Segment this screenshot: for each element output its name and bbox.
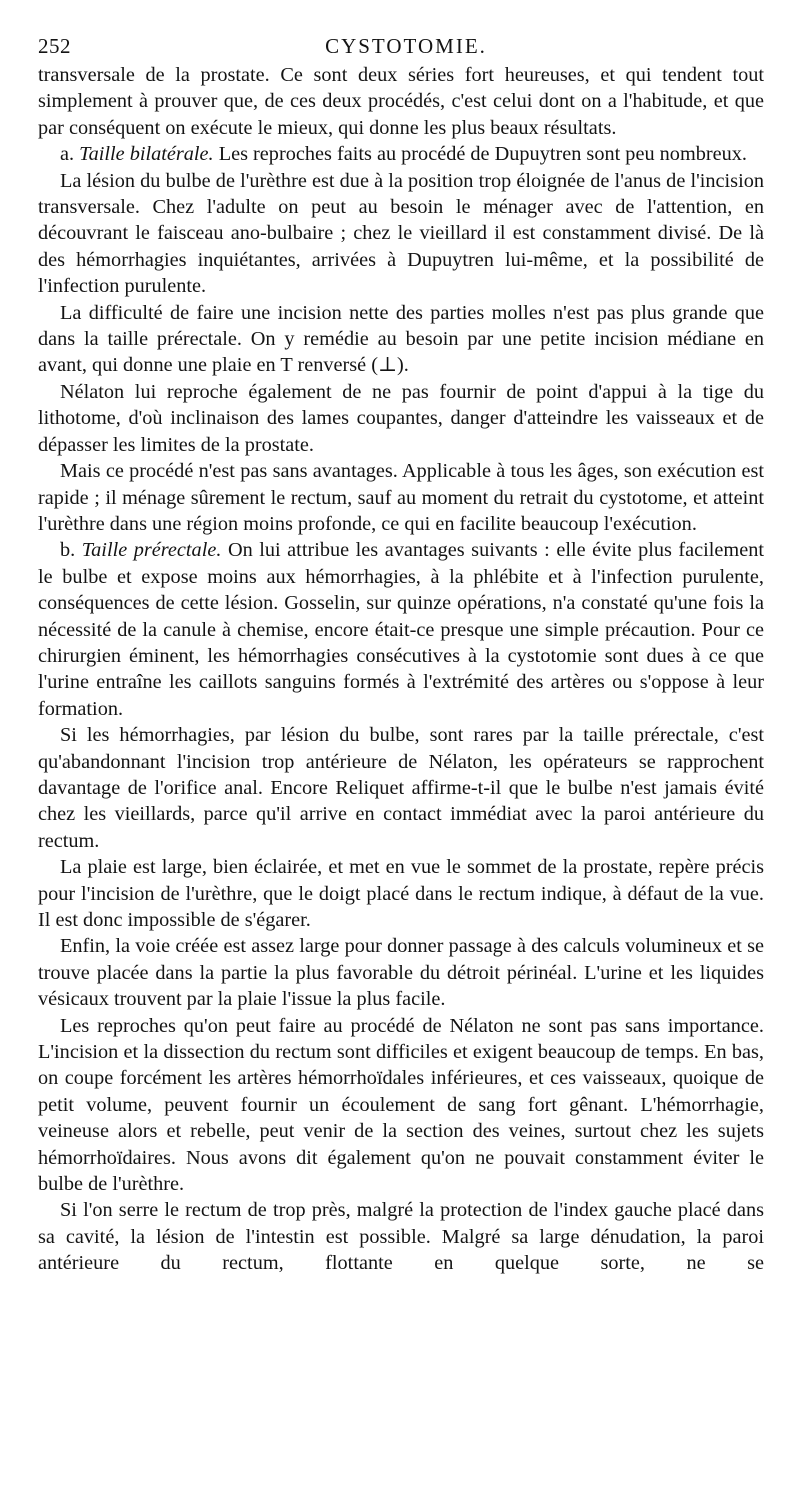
paragraph-taille-prerectale: b. Taille prérectale. On lui attribue les avantages suivants : elle évite plus facilement le bulbe et expose moins aux hémorrhagies, à la phlébite et à l'infection purulente, conséquences de cette lésion. Gosselin, sur quinze opérations, n'a constaté qu'une fois la nécessité de la canule à chemise, encore était-ce presque une simple précaution. Pour ce chirurgien éminent, les hémorrhagies consécutives à la cystotomie sont dues à ce que l'urine entraîne les caillots sanguins formés à l'extrémité des artères ou s'oppose à leur formation. [38, 539, 764, 720]
section-label: a. [60, 143, 75, 166]
section-label: b. [60, 539, 76, 562]
page-header [38, 30, 764, 62]
paragraph-taille-bilaterale: a. Taille bilatérale. Les reproches faits au procédé de Dupuytren sont peu nombreux. [60, 143, 747, 166]
paragraph-final: Si l'on serre le rectum de trop près, malgré la protection de l'index gauche placé dans sa cavité, la lésion de l'intestin est possible. Malgré sa large dénudation, la paroi antérieure du rectum, flottante en quelque sorte, ne se [38, 1199, 764, 1275]
section-title: Taille prérectale. [81, 539, 222, 562]
running-title: CYSTOTOMIE. [325, 34, 487, 58]
body-text [38, 62, 764, 1277]
paragraph: Si les hémorrhagies, par lésion du bulbe, sont rares par la taille prérectale, c'est qu'abandonnant l'incision trop antérieure de Nélaton, les opérateurs se rapprochent davantage de l'orifice anal. Encore Reliquet affirme-t-il que le bulbe n'est jamais évité chez les vieillards, parce qu'il arrive en contact immédiat avec la paroi antérieure du rectum. [38, 724, 764, 852]
page-number: 252 [38, 34, 71, 58]
paragraph-continuation: transversale de la prostate. Ce sont deux séries fort heureuses, et qui tendent tout simplement à prouver que, de ces deux procédés, c'est celui dont on a l'habitude, et que par conséquent on exécute le mieux, qui donne les plus beaux résultats. [38, 64, 764, 139]
book-page [38, 30, 764, 1470]
paragraph: Les reproches qu'on peut faire au procédé de Nélaton ne sont pas sans importance. L'incision et la dissection du rectum sont difficiles et exigent beaucoup de temps. En bas, on coupe forcément les artères hémorrhoïdales inférieures, et ces vaisseaux, quoique de petit volume, peuvent fournir un écoulement de sang fort gênant. L'hémorrhagie, veineuse alors et rebelle, peut venir de la section des veines, surtout chez les sujets hémorrhoïdaires. Nous avons dit également qu'on ne pouvait constamment éviter le bulbe de l'urèthre. [38, 1014, 764, 1196]
paragraph: Enfin, la voie créée est assez large pour donner passage à des calculs volumineux et se trouve placée dans la partie la plus favorable du détroit périnéal. L'urine et les liquides vésicaux trouvent par la plaie l'issue la plus facile. [38, 935, 764, 1011]
paragraph: La plaie est large, bien éclairée, et met en vue le sommet de la prostate, repère précis pour l'incision de l'urèthre, que le doigt placé dans le rectum indique, à défaut de la vue. Il est donc impossible de s'égarer. [38, 856, 764, 931]
paragraph: Mais ce procédé n'est pas sans avantages. Applicable à tous les âges, son exécution est rapide ; il ménage sûrement le rectum, sauf au moment du retrait du cystotome, et atteint l'urèthre dans une région moins profonde, ce qui en facilite beaucoup l'exécution. [38, 460, 764, 535]
paragraph: La difficulté de faire une incision nette des parties molles n'est pas plus grande que dans la taille prérectale. On y remédie au besoin par une petite incision médiane en avant, qui donne une plaie en T renversé (⊥). [38, 301, 764, 377]
paragraph: La lésion du bulbe de l'urèthre est due à la position trop éloignée de l'anus de l'incision transversale. Chez l'adulte on peut au besoin le ménager avec de l'attention, en découvrant le faisceau ano-bulbaire ; chez le vieillard il est constamment divisé. De là des hémorrhagies inquiétantes, arrivées à Dupuytren lui-même, et la possibilité de l'infection purulente. [38, 169, 764, 298]
paragraph: Nélaton lui reproche également de ne pas fournir de point d'appui à la tige du lithotome, d'où inclinaison des lames coupantes, danger d'atteindre les vaisseaux et de dépasser les limites de la prostate. [38, 380, 764, 456]
section-title: Taille bilatérale. [79, 143, 214, 166]
